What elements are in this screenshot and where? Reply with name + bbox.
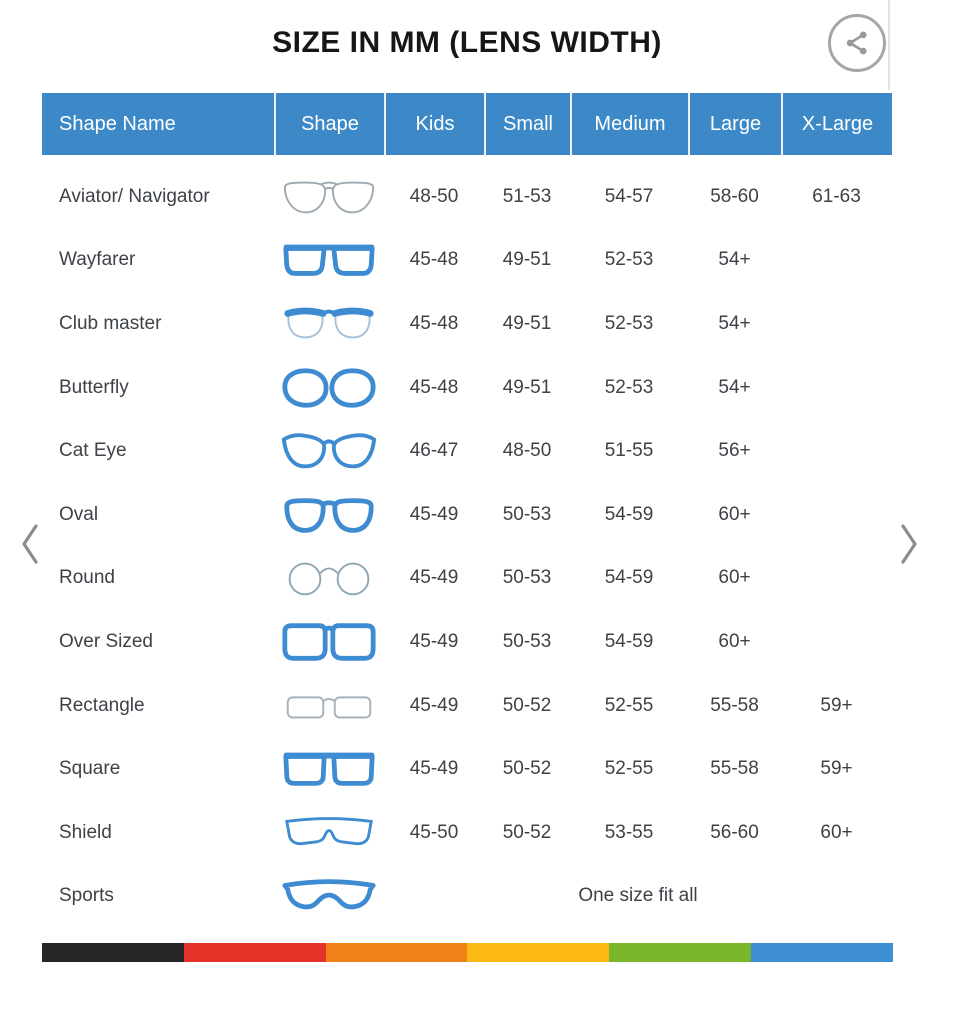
oversized-glasses-icon [274,620,384,664]
size-cell: 45-49 [409,694,459,716]
size-cell: 54+ [718,249,751,271]
stripe-segment [751,943,893,962]
size-cell: 49-51 [502,376,552,398]
size-cell: 54-59 [604,503,654,525]
size-cell: 52-53 [604,376,654,398]
page-title: SIZE IN MM (LENS WIDTH) [272,26,662,59]
size-cell: 50-53 [502,503,552,525]
size-cell: 56-60 [710,821,759,843]
size-cell: 61-63 [812,185,861,207]
rectangle-glasses-icon [274,684,384,728]
shape-name-cell: Sports [59,885,114,907]
size-cell: 49-51 [502,312,552,334]
size-cell: 52-55 [604,758,654,780]
header-cell-large: Large [688,93,781,155]
aviator-glasses-icon [274,175,384,219]
table-row [42,292,892,356]
carousel-prev-button[interactable] [17,519,43,569]
brand-color-stripe [42,943,893,962]
header-cell-medium: Medium [570,93,688,155]
table-row [42,547,892,611]
shape-name-cell: Cat Eye [59,440,127,462]
size-cell: 52-53 [604,249,654,271]
size-cell: 54+ [718,312,751,334]
size-cell: 45-48 [409,249,459,271]
stripe-segment [467,943,609,962]
header-cell-shape-name: Shape Name [59,112,176,135]
size-cell: 49-51 [502,249,552,271]
size-cell: 50-52 [502,821,552,843]
size-cell: 48-50 [409,185,459,207]
size-cell: 60+ [820,821,853,843]
size-cell: 54-59 [604,567,654,589]
size-cell: 45-49 [409,503,459,525]
shape-name-cell: Wayfarer [59,249,136,271]
size-cell: 60+ [718,567,751,589]
table-row [42,674,892,738]
header-cell-kids: Kids [384,93,484,155]
size-cell: 45-49 [409,630,459,652]
table-row [42,737,892,801]
size-cell: 45-48 [409,376,459,398]
size-cell: 60+ [718,630,751,652]
sports-glasses-icon [274,874,384,918]
stripe-segment [326,943,468,962]
size-cell: 50-52 [502,758,552,780]
shape-name-cell: Club master [59,312,162,334]
shape-name-cell: Square [59,758,121,780]
stripe-segment [609,943,751,962]
size-cell: 45-48 [409,312,459,334]
header-cell-x-large: X-Large [781,93,892,155]
table-row [42,801,892,865]
round-glasses-icon [274,556,384,600]
size-cell: 60+ [718,503,751,525]
share-button[interactable] [828,14,886,72]
chevron-left-icon [18,521,42,567]
shape-name-cell: Rectangle [59,694,145,716]
square-glasses-icon [274,747,384,791]
size-cell: 55-58 [710,694,759,716]
size-cell: 52-55 [604,694,654,716]
size-cell: 48-50 [502,440,552,462]
chevron-right-icon [897,521,921,567]
size-cell: 51-55 [604,440,654,462]
size-cell: 45-49 [409,567,459,589]
size-cell: 59+ [820,758,853,780]
shape-name-cell: Over Sized [59,630,153,652]
wayfarer-glasses-icon [274,238,384,282]
butterfly-glasses-icon [274,366,384,410]
table-row [42,483,892,547]
size-cell: 55-58 [710,758,759,780]
cateye-glasses-icon [274,429,384,473]
shape-name-cell: Round [59,567,115,589]
table-row [42,356,892,420]
shape-name-cell: Shield [59,821,112,843]
stripe-segment [42,943,184,962]
clubmaster-glasses-icon [274,302,384,346]
size-cell: 50-53 [502,567,552,589]
oval-glasses-icon [274,493,384,537]
size-cell: 58-60 [710,185,759,207]
shape-name-cell: Butterfly [59,376,129,398]
size-cell: 56+ [718,440,751,462]
carousel-next-button[interactable] [896,519,922,569]
size-cell: 53-55 [604,821,654,843]
size-cell: 54-59 [604,630,654,652]
size-cell: 54+ [718,376,751,398]
size-cell: 46-47 [409,440,459,462]
size-cell: 54-57 [604,185,654,207]
size-cell: 45-49 [409,758,459,780]
shape-name-cell: Aviator/ Navigator [59,185,210,207]
table-row [42,165,892,229]
share-icon [842,28,872,58]
stripe-segment [184,943,326,962]
shield-glasses-icon [274,811,384,855]
table-header-row [42,93,892,155]
size-span-cell: One size fit all [578,885,698,907]
size-cell: 51-53 [502,185,552,207]
shape-name-cell: Oval [59,503,99,525]
table-row [42,865,892,929]
card-edge-divider [888,0,890,90]
table-body [42,165,892,928]
table-row [42,419,892,483]
header-cell-shape: Shape [274,93,384,155]
lens-size-table [42,93,892,928]
size-cell: 50-52 [502,694,552,716]
table-row [42,229,892,293]
size-cell: 45-50 [409,821,459,843]
header-cell-small: Small [484,93,570,155]
size-cell: 59+ [820,694,853,716]
table-row [42,610,892,674]
size-cell: 50-53 [502,630,552,652]
size-cell: 52-53 [604,312,654,334]
